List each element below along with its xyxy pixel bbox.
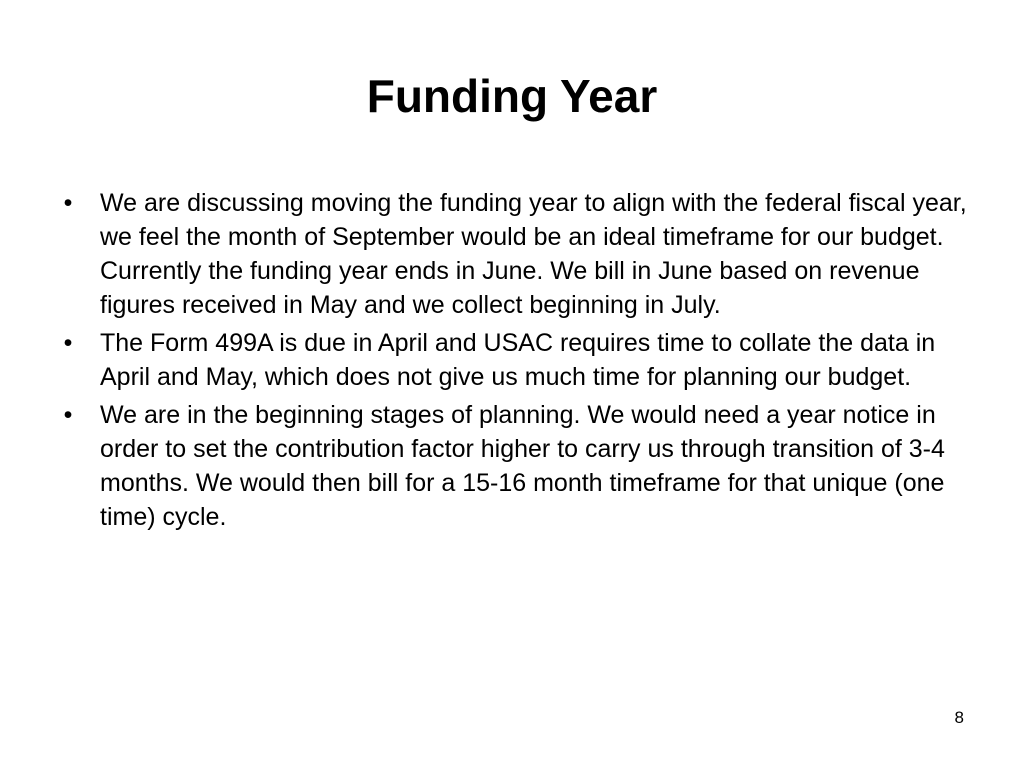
bullet-marker: • <box>63 329 73 357</box>
page-number: 8 <box>954 708 964 727</box>
bullet-item <box>58 186 978 322</box>
bullet-text: We are in the beginning stages of planning. We would need a year notice in order to set the contribution factor higher to carry us through transition of 3-4 months. We would then bill for a 15-16 month timeframe for that unique (one time) cycle. <box>100 401 945 531</box>
bullet-item <box>58 398 978 534</box>
bullet-text: We are discussing moving the funding year to align with the federal fiscal year, we feel the month of September would be an ideal timeframe for our budget. Currently the funding year ends in June. We bill in June based on revenue figures received in May and we collect beginning in July. <box>100 189 967 319</box>
bullet-item <box>58 326 978 394</box>
bullet-marker: • <box>63 401 73 429</box>
bullet-text: The Form 499A is due in April and USAC requires time to collate the data in April and May, which does not give us much time for planning our budget. <box>100 329 936 391</box>
bullet-list <box>58 186 978 538</box>
slide-title: Funding Year <box>366 70 658 122</box>
bullet-marker: • <box>63 189 73 217</box>
